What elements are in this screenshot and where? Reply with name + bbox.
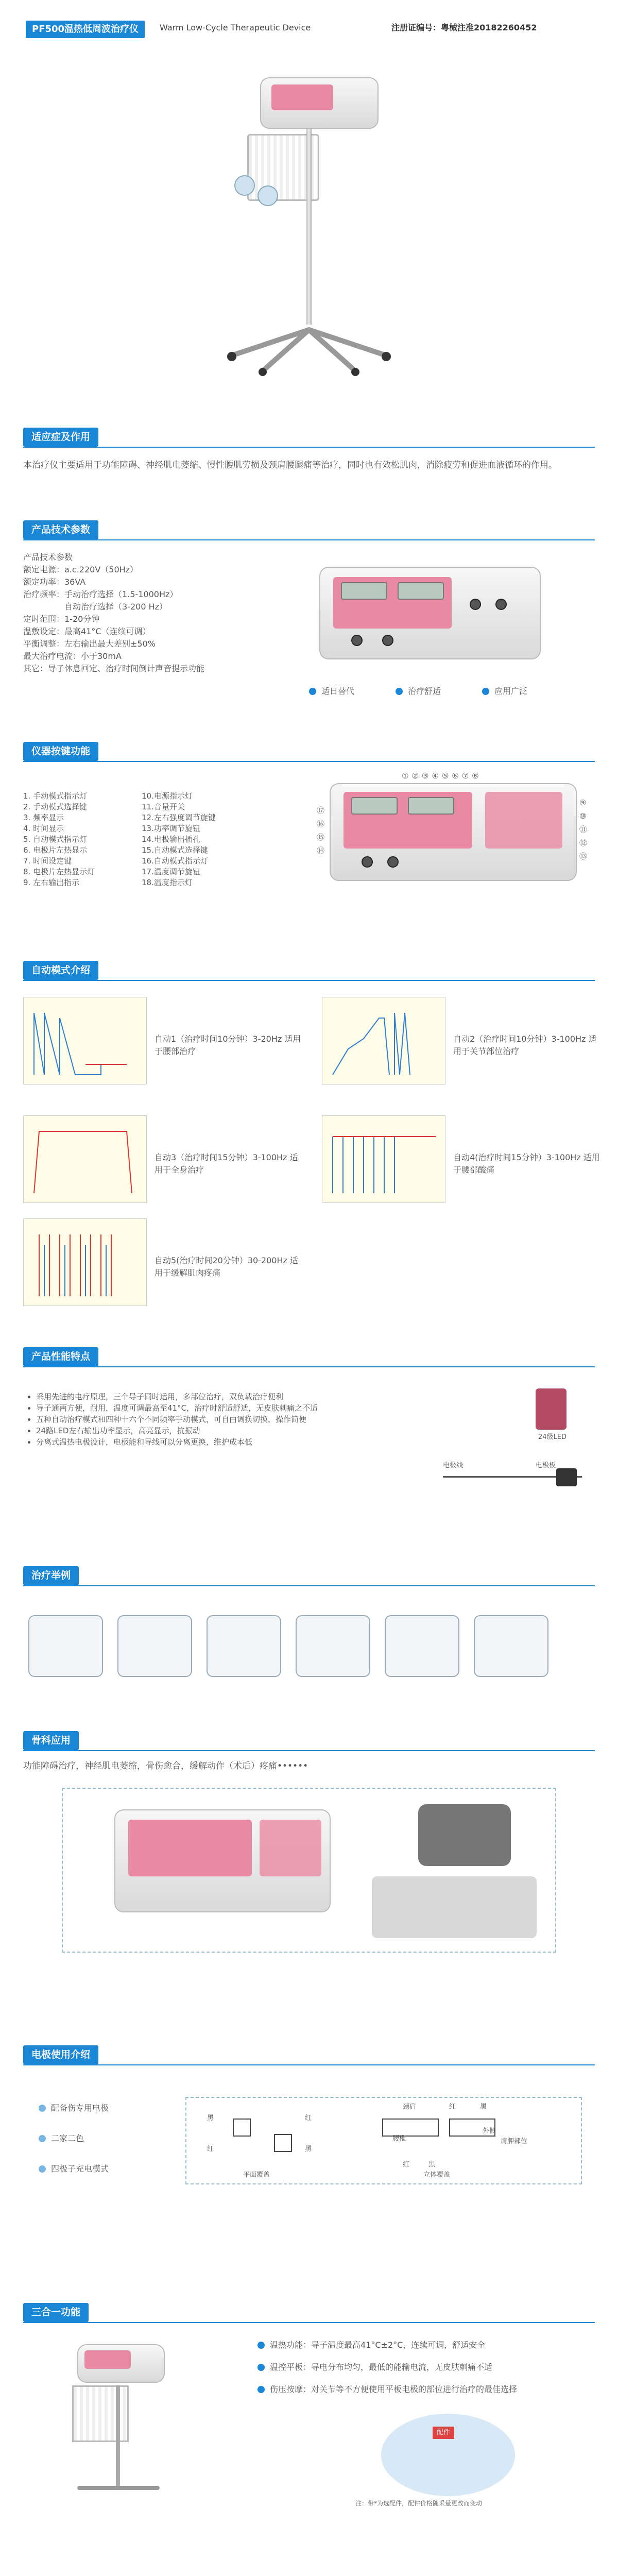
feature-dots	[309, 685, 527, 698]
feature-bullets: • 采用先进的电疗原理，三个导子同时运用，多部位治疗，双负载治疗便利 • 导子通两方便，耐用，温度可调最高至41°C，治疗时舒适舒适，无皮肤刺痛之不适 • 五种自动治疗模式和四种十六个不同频率手动模式，可自由调换切换，操作简便 • 24路LED左右输出功率显示，高亮显示，抗振动 • 分离式温热电极设计，电极能和导线可以分离更换，维护成本低	[36, 1391, 427, 1448]
divider	[23, 980, 595, 981]
ortho-image-frame	[62, 1788, 556, 1953]
electrode-pad	[258, 185, 278, 206]
key-list-left: 1. 手动模式指示灯 2. 手动模式选择键 3. 频率显示 4. 时间显示 5. 自动模式指示灯 6. 电极片左热显示 7. 时间设定键 8. 电极片左热显示灯 9. 左右输出指示	[23, 791, 95, 887]
led-label: 24级LED	[538, 1433, 567, 1441]
electrode-plate-image	[556, 1468, 577, 1486]
three-in-one-section	[0, 2303, 618, 2535]
section-title: 产品性能特点	[23, 1347, 98, 1366]
divider	[23, 1750, 595, 1751]
example-photos	[28, 1615, 548, 1677]
divider	[23, 1585, 595, 1586]
examples-section	[0, 1566, 618, 1690]
example-photo	[296, 1615, 370, 1677]
callouts-left: ⑰ ⑯ ⑮ ⑭	[317, 806, 325, 855]
mode-1-text: 自动1（治疗时间10分钟）3-20Hz 适用于腰部治疗	[154, 1034, 301, 1056]
example-photo	[474, 1615, 548, 1677]
example-photo	[28, 1615, 103, 1677]
mode-3-text: 自动3（治疗时间15分钟）3-100Hz 适用于全身治疗	[154, 1153, 298, 1175]
callouts-top: ① ② ③ ④ ⑤ ⑥ ⑦ ⑧	[402, 771, 479, 781]
stand-base	[77, 2486, 160, 2490]
three-in-one-list	[258, 2339, 517, 2396]
feature-item: 治疗舒适	[396, 685, 441, 698]
divider	[23, 539, 595, 540]
function-item: 温热功能：导子温度最高41°C±2°C，连续可调，舒适安全	[258, 2339, 517, 2352]
callouts-right: ⑨ ⑩ ⑪ ⑫ ⑬	[579, 798, 588, 861]
cable-label-right: 电极板	[536, 1462, 556, 1469]
section-title: 治疗举例	[23, 1566, 79, 1585]
mode-2-text: 自动2（治疗时间10分钟）3-100Hz 适用于关节部位治疗	[453, 1034, 597, 1056]
stand-pole	[306, 129, 312, 325]
section-title: 自动模式介绍	[23, 961, 98, 980]
stand-pole	[116, 2385, 120, 2488]
mode-2-graph	[322, 997, 445, 1084]
spec-line: 其它：导子休息回定、治疗时间倒计声音提示功能	[23, 664, 205, 673]
spec-line: 产品技术参数	[23, 552, 73, 562]
header	[0, 0, 618, 62]
features-section	[0, 1347, 618, 1564]
function-item: 温控平板：导电分布均匀，最低的能输电流，无皮肤刺痛不适	[258, 2361, 517, 2374]
accessories-image	[381, 2414, 515, 2496]
divider	[23, 1366, 595, 1367]
keys-section	[0, 742, 618, 943]
specs-section	[0, 520, 618, 711]
electrode-closeup	[372, 1876, 537, 1938]
accessories-badge: 配件	[433, 2427, 454, 2439]
spec-line: 温敷设定：最高41°C（连续可调）	[23, 626, 151, 636]
product-badge: PF500温热低周波治疗仪	[26, 21, 145, 38]
example-photo	[207, 1615, 281, 1677]
cable-label-left: 电极线	[443, 1462, 464, 1469]
accessories-note: 注：带*为选配件，配件价格随采量更改而变动	[355, 2500, 483, 2507]
section-title: 仪器按键功能	[23, 742, 98, 761]
spec-list	[23, 551, 291, 675]
ortho-section	[0, 1731, 618, 2020]
spec-line: 平衡调整：左右输出最大差别±50%	[23, 639, 156, 649]
spec-line: 自动治疗选择（3-200 Hz）	[23, 602, 168, 612]
electrode-pad	[234, 175, 255, 196]
divider	[23, 2064, 595, 2065]
device-keys-image	[330, 783, 577, 881]
option-item: 配备伤专用电极	[39, 2102, 109, 2115]
basket	[72, 2385, 129, 2442]
stand-base	[221, 325, 397, 355]
electrode-options	[39, 2102, 109, 2175]
hero-image	[0, 67, 618, 402]
english-name: Warm Low-Cycle Therapeutic Device	[160, 23, 311, 32]
example-photo	[117, 1615, 192, 1677]
indications-section	[0, 428, 618, 505]
mode-4-text: 自动4(治疗时间15分钟）3-100Hz 适用于腰部酸痛	[453, 1153, 600, 1175]
spec-line: 额定电源：a.c.220V（50Hz）	[23, 565, 139, 574]
device-image	[114, 1809, 331, 1912]
electrode-section	[0, 2045, 618, 2200]
option-item: 二家二色	[39, 2132, 109, 2145]
mode-4-graph	[322, 1115, 445, 1203]
device-top	[260, 77, 379, 129]
electrode-image	[418, 1804, 511, 1866]
auto-modes-section	[0, 961, 618, 1311]
section-title: 骨科应用	[23, 1731, 79, 1750]
section-title: 电极使用介绍	[23, 2045, 98, 2064]
electrode-diagram: 黑 红 红 黑 平面覆盖 颈肩 红 黑 腰椎 外侧 肩胛部位 红 黑 立体覆盖	[185, 2097, 582, 2184]
spec-line: 额定功率：36VA	[23, 577, 86, 587]
mode-5-graph	[23, 1218, 147, 1306]
feature-item: 适日替代	[309, 685, 354, 698]
feature-item: 应用广泛	[482, 685, 527, 698]
section-title: 适应症及作用	[23, 428, 98, 447]
divider	[23, 761, 595, 762]
key-list-right: 10.电源指示灯 11.音量开关 12.左右强度调节旋键 13.功率调节旋钮 14.电极输出插孔 15.自动模式选择键 16.自动模式指示灯 17.温度调节旋钮 18.温度指示灯	[142, 791, 216, 887]
device-image	[319, 567, 541, 659]
registration-number: 注册证编号：粤械注准20182260452	[391, 23, 537, 32]
spec-line: 治疗频率：手动治疗选择（1.5-1000Hz）	[23, 589, 178, 599]
device-top	[77, 2344, 165, 2383]
spec-line: 最大治疗电流：小于30mA	[23, 651, 122, 661]
mode-5-text: 自动5(治疗时间20分钟）30-200Hz 适用于缓解肌肉疼痛	[154, 1256, 298, 1278]
section-title: 三合一功能	[23, 2303, 89, 2322]
example-photo	[385, 1615, 459, 1677]
ortho-text: 功能障碍治疗，神经肌电萎缩，骨伤愈合，缓解动作（术后）疼痛••••••	[23, 1761, 308, 1771]
mode-3-graph	[23, 1115, 147, 1203]
indications-text: 本治疗仪主要适用于功能障碍、神经肌电萎缩、慢性腰肌劳损及颈肩腰腿痛等治疗，同时也有效松肌肉，消除疲劳和促进血液循环的作用。	[23, 460, 557, 470]
divider	[23, 447, 595, 448]
divider	[23, 2322, 595, 2323]
led-indicator-image	[536, 1388, 566, 1430]
spec-line: 定时范围：1-20分钟	[23, 614, 100, 624]
mode-1-graph	[23, 997, 147, 1084]
section-title: 产品技术参数	[23, 520, 98, 539]
option-item: 四极子充电模式	[39, 2163, 109, 2176]
function-item: 伤压按摩：对关节等不方便使用平板电极的部位进行治疗的最佳选择	[258, 2383, 517, 2396]
